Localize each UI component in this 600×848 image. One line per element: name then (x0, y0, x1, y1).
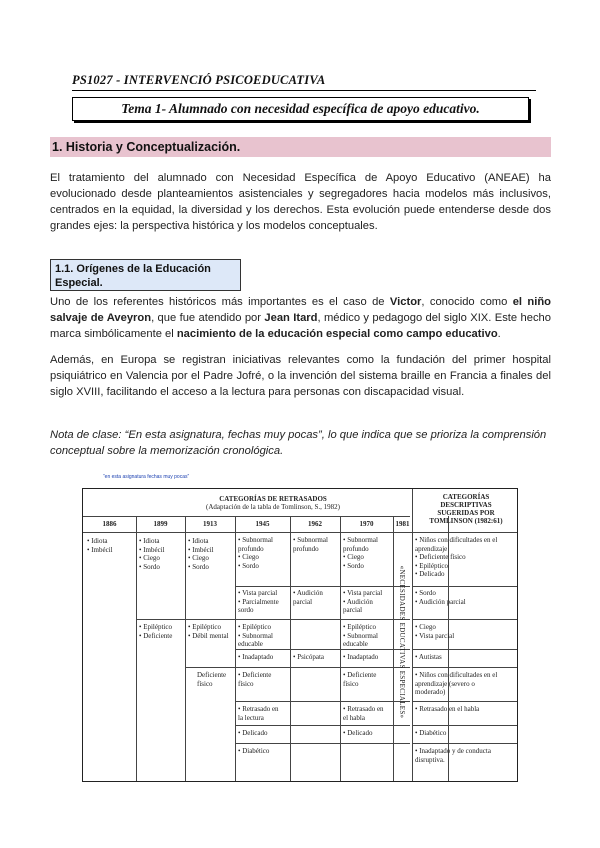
table-cell-text: • Inadaptado (343, 653, 379, 661)
intro-paragraph: El tratamiento del alumnado con Necesidad Específica de Apoyo Educativo (ANEAE) ha evolucionado desde planteamientos asistenciales y segregadores hacia modelos más inclusivos, centrados en la equidad, la diversidad y los derechos. Esta evolución puede entenderse desde dos grandes ejes: la perspectiva histórica y los modelos conceptuales. (50, 172, 551, 232)
table-cell-text: • Idiota (188, 537, 209, 545)
section-heading: 1. Historia y Conceptualización. (50, 137, 551, 157)
table-cell-text: • Subnormal (293, 536, 328, 544)
table-cell-text: moderado) (415, 688, 446, 696)
table-cell-text: • Vista parcial (343, 589, 383, 597)
tomlinson-table (82, 488, 518, 782)
table-cell-text: el habla (343, 713, 365, 722)
table-cell-text: • Epiléptico (188, 623, 221, 631)
table-cell-text: • Retrasado en (343, 705, 384, 713)
table-cell-text: • Delicado (238, 729, 268, 737)
table-cell-text: • Ciego (415, 623, 436, 631)
table-cell-text: • Ciego (238, 553, 259, 561)
year-header: 1962 (308, 520, 322, 528)
table-cell-text: físico (197, 679, 213, 688)
right-title: DESCRIPTIVAS (440, 501, 492, 509)
table-cell-text: • Autistas (415, 653, 442, 661)
vertical-label: «NECESIDADES EDUCATIVAS ESPECIALES» (398, 565, 406, 719)
table-cell-text: • Deficiente (139, 631, 173, 640)
table-cell-text: • Niños con dificultades en el (415, 536, 498, 544)
table-cell-text: • Imbécil (139, 545, 165, 554)
table-caption: “en esta asignatura fechas muy pocas” (103, 474, 190, 480)
table-cell-text: • Retrasado en (238, 705, 279, 713)
table-cell-text: • Deficiente (343, 671, 377, 679)
table-cell-text: • Sordo (188, 562, 209, 571)
table-cell-text: educable (238, 640, 263, 648)
table-cell-text: • Sordo (139, 562, 160, 571)
history-paragraph: Uno de los referentes históricos más importantes es el caso de Victor, conocido como el niño salvaje de Aveyron, que fue atendido por Jean Itard, médico y pedagogo del siglo XIX. Este hecho marca simbólicamente el nacimiento de la educación especial como campo educativo. (50, 296, 551, 340)
right-title: CATEGORÍAS (442, 493, 490, 501)
table-cell-text: • Idiota (139, 537, 160, 545)
table-subtitle: (Adaptación de la tabla de Tomlinson, S., 1982) (206, 503, 340, 511)
table-cell-text: • Vista parcial (415, 631, 455, 640)
table-cell-text: • Diabético (415, 729, 447, 737)
topic-title: Tema 1- Alumnado con necesidad específica de apoyo educativo. (72, 97, 529, 121)
table-cell-text: Deficiente (197, 671, 227, 679)
year-header: 1913 (203, 520, 217, 528)
table-cell-text: • Niños con dificultades en el (415, 671, 498, 679)
course-title: PS1027 - INTERVENCIÓ PSICOEDUCATIVA (72, 73, 326, 87)
year-header: 1970 (359, 520, 374, 528)
table-cell-text: • Idiota (87, 537, 108, 545)
table-cell-text: • Ciego (139, 554, 160, 562)
table-cell-text: profundo (343, 544, 369, 553)
table-title: CATEGORÍAS DE RETRASADOS (219, 495, 327, 503)
table-cell-text: • Sordo (415, 589, 436, 597)
table-cell-text: educable (343, 640, 368, 648)
table-cell-text: • Ciego (188, 554, 209, 562)
table-cell-text: • Sordo (238, 561, 259, 570)
table-cell-text: • Débil mental (188, 631, 229, 640)
table-cell-text: profundo (293, 544, 319, 553)
year-header: 1981 (395, 520, 410, 528)
table-cell-text: físico (238, 679, 254, 688)
table-cell-text: la lectura (238, 713, 264, 722)
header-divider (72, 90, 536, 91)
right-title: SUGERIDAS POR (437, 509, 495, 517)
table-cell-text: • Epiléptico (415, 561, 448, 570)
table-cell-text: • Sordo (343, 561, 364, 570)
year-header: 1945 (255, 520, 270, 528)
table-cell-text: aprendizaje (severo o (415, 679, 475, 688)
table-cell-text: • Vista parcial (238, 589, 278, 597)
year-header: 1899 (153, 520, 168, 528)
table-cell-text: disruptiva. (415, 755, 445, 764)
table-cell-text: • Audición (343, 597, 373, 606)
right-title: TOMLINSON (1982:61) (429, 517, 503, 525)
table-cell-text: parcial (293, 597, 313, 606)
table-cell-text: • Retrasado en el habla (415, 705, 480, 713)
table-cell-text: • Subnormal (343, 536, 378, 544)
table-cell-text: • Parcialmente (238, 597, 279, 606)
table-cell-text: profundo (238, 544, 264, 553)
table-cell-text: • Psicópata (293, 653, 325, 661)
table-cell-text: • Subnormal (238, 631, 273, 640)
table-cell-text: • Imbécil (188, 545, 214, 554)
table-cell-text: • Inadaptado (238, 653, 274, 661)
table-cell-text: • Audición (293, 589, 323, 597)
table-cell-text: • Inadaptado y de conducta (415, 747, 491, 755)
europe-paragraph: Además, en Europa se registran iniciativas relevantes como la fundación del primer hospital psiquiátrico en Valencia por el Padre Jofré, o la invención del sistema braille en Francia a finales del siglo XVIII, facilitando el acceso a la lectura para personas con discapacidad visual. (50, 354, 551, 398)
table-cell-text: • Audición parcial (415, 597, 466, 606)
table-cell-text: parcial (343, 606, 363, 614)
table-cell-text: • Deficiente (238, 671, 272, 679)
table-cell-text: • Imbécil (87, 545, 113, 554)
table-cell-text: • Subnormal (238, 536, 273, 544)
table-cell-text: sordo (238, 606, 254, 614)
table-cell-text: • Epiléptico (343, 623, 376, 631)
class-note: Nota de clase: “En esta asignatura, fechas muy pocas”, lo que indica que se prioriza la comprensión conceptual sobre la memorización cronológica. (50, 429, 547, 457)
table-cell-text: • Epiléptico (238, 623, 271, 631)
table-cell-text: físico (343, 679, 359, 688)
subsection-heading: 1.1. Orígenes de la Educación Especial. (50, 259, 241, 291)
table-cell-text: • Subnormal (343, 631, 378, 640)
year-header: 1886 (102, 520, 117, 528)
table-cell-text: • Delicado (343, 729, 373, 737)
table-cell-text: • Ciego (343, 553, 364, 561)
table-cell-text: aprendizaje (415, 544, 448, 553)
table-cell-text: • Epiléptico (139, 623, 172, 631)
table-cell-text: • Deficiente físico (415, 553, 466, 561)
table-cell-text: • Delicado (415, 570, 445, 578)
table-cell-text: • Diabético (238, 747, 270, 755)
